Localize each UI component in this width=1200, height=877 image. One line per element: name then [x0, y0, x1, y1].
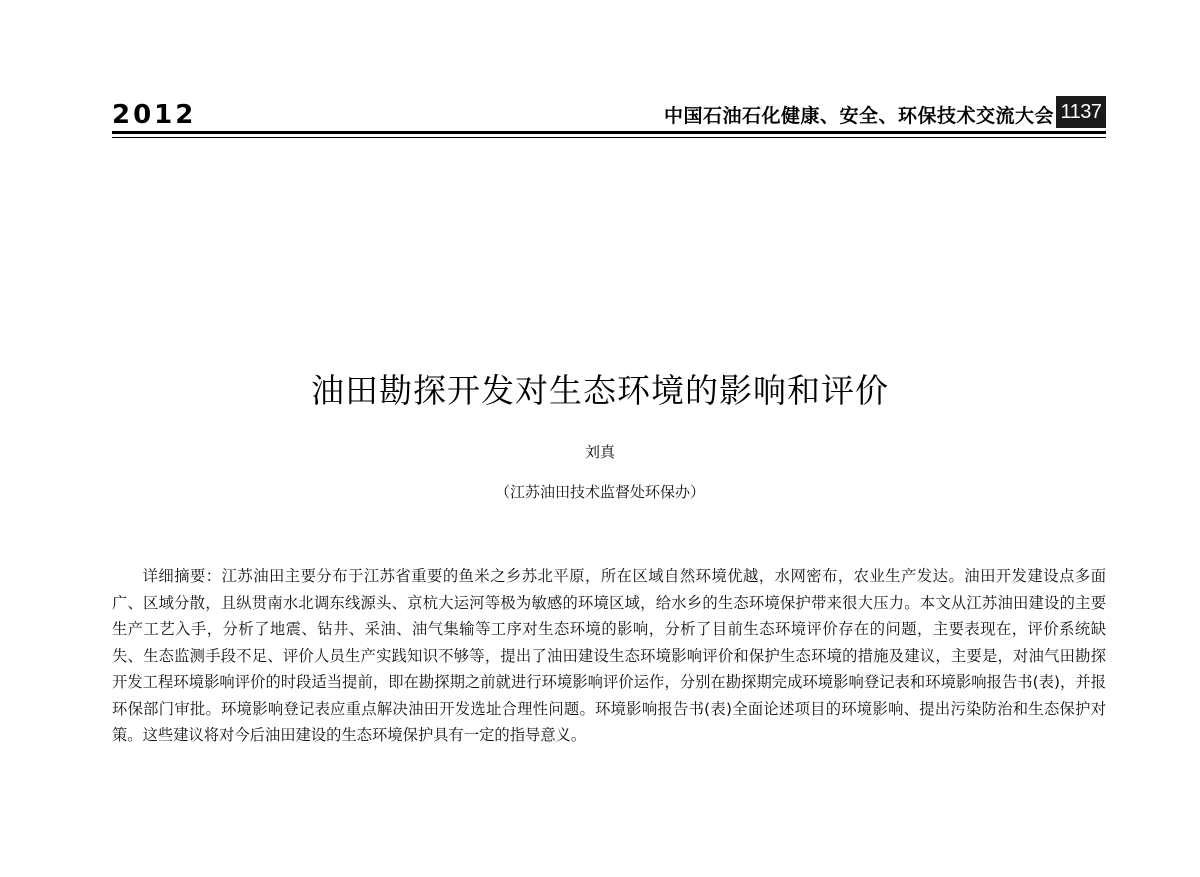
header-conference-title: 中国石油石化健康、安全、环保技术交流大会 — [663, 105, 1054, 127]
header-divider-thick — [112, 131, 1106, 134]
header-year: 2012 — [112, 100, 197, 130]
running-header — [112, 96, 1106, 130]
page-number-badge: 1137 — [1056, 96, 1106, 128]
article-affiliation: （江苏油田技术监督处环保办） — [494, 483, 705, 501]
header-divider-thin — [112, 137, 1106, 138]
article-author: 刘真 — [584, 443, 615, 461]
article-abstract: 详细摘要：江苏油田主要分布于江苏省重要的鱼米之乡苏北平原，所在区域自然环境优越，水网密布，农业生产发达。油田开发建设点多面广、区域分散，且纵贯南水北调东线源头、京杭大运河等极为敏感的环境区域，给水乡的生态环境保护带来很大压力。本文从江苏油田建设的主要生产工艺入手，分析了地震、钻井、采油、油气集输等工序对生态环境的影响，分析了目前生态环境评价存在的问题，主要表现在，评价系统缺失、生态监测手段不足、评价人员生产实践知识不够等，提出了油田建设生态环境影响评价和保护生态环境的措施及建议，主要是，对油气田勘探开发工程环境影响评价的时段适当提前，即在勘探期之前就进行环境影响评价运作，分别在勘探期完成环境影响登记表和环境影响报告书(表)，并报环保部门审批。环境影响登记表应重点解决油田开发选址合理性问题。环境影响报告书(表)全面论述项目的环境影响、提出污染防治和生态保护对策。这些建议将对今后油田建设的生态环境保护具有一定的指导意义。 — [112, 567, 1106, 744]
article-title: 油田勘探开发对生态环境的影响和评价 — [311, 371, 889, 410]
